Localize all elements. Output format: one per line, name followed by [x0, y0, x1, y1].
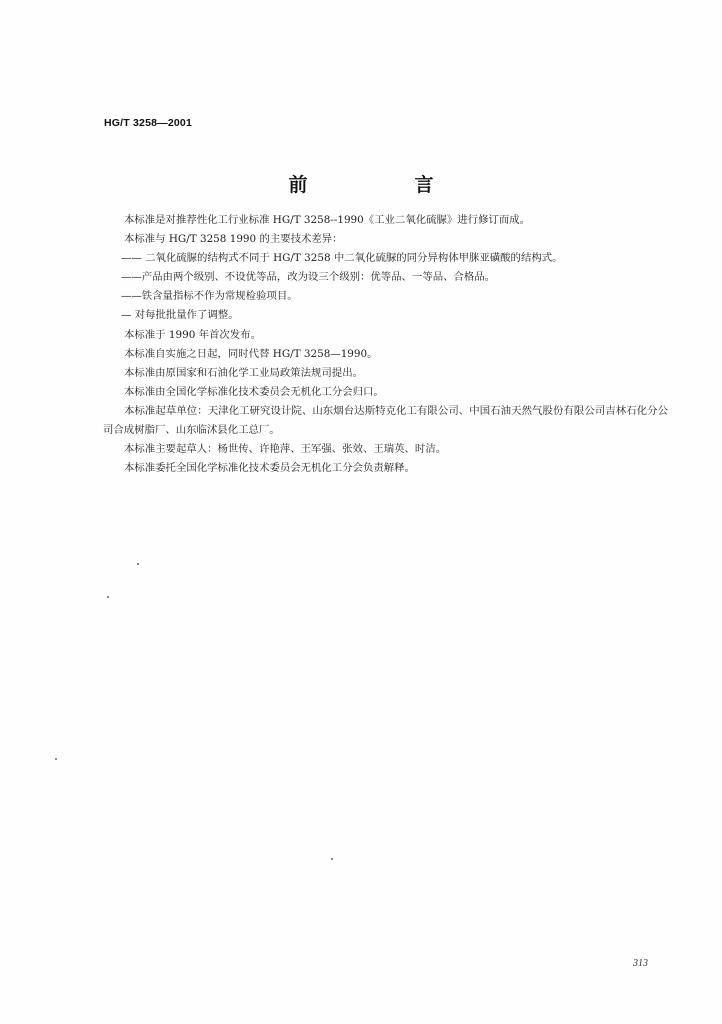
paragraph-revision-basis: 本标准是对推荐性化工行业标准 HG/T 3258--1990《工业二氧化硫脲》进行修订而成。	[124, 214, 531, 226]
paragraph-centralized-by: 本标准由全国化学标准化技术委员会无机化工分会归口。	[124, 385, 384, 398]
foreword-body	[103, 211, 668, 478]
paragraph-interpretation: 本标准委托全国化学标准化技术委员会无机化工分会负责解释。	[124, 462, 415, 475]
scan-speck	[55, 758, 57, 760]
scan-speck	[107, 596, 109, 598]
paragraph-main-differences: 本标准与 HG/T 3258 1990 的主要技术差异：	[124, 233, 343, 246]
list-item-iron-content: ——铁含量指标不作为常规检验项目。	[121, 290, 298, 303]
scan-speck	[137, 563, 139, 565]
list-item-structure: —— 二氧化硫脲的结构式不同于 HG/T 3258 中二氧化硫脲的同分异构体甲脒亚磺酸的结构式。	[121, 252, 563, 265]
scan-speck	[331, 858, 333, 860]
paragraph-drafting-units: 本标准起草单位：天津化工研究设计院、山东烟台达斯特克化工有限公司、中国石油天然气股份有限公司吉林石化分公司合成树脂厂、山东临沭县化工总厂。	[103, 404, 668, 437]
page-number: 313	[633, 958, 648, 969]
list-item-grades: ——产品由两个级别、不设优等品，改为设三个级别：优等品、一等品、合格品。	[121, 271, 496, 284]
paragraph-replaces: 本标准自实施之日起，同时代替 HG/T 3258—1990。	[124, 347, 378, 360]
page-title: 前 言	[288, 174, 478, 196]
paragraph-main-drafters: 本标准主要起草人：杨世传、许艳萍、王军强、张效、王瑞英、时洁。	[124, 443, 447, 456]
paragraph-first-issue: 本标准于 1990 年首次发布。	[124, 328, 261, 341]
list-item-batch-size: — 对每批批量作了调整。	[121, 309, 239, 322]
standard-code: HG/T 3258—2001	[104, 117, 193, 129]
paragraph-proposed-by: 本标准由原国家和石油化学工业局政策法规司提出。	[124, 366, 363, 379]
